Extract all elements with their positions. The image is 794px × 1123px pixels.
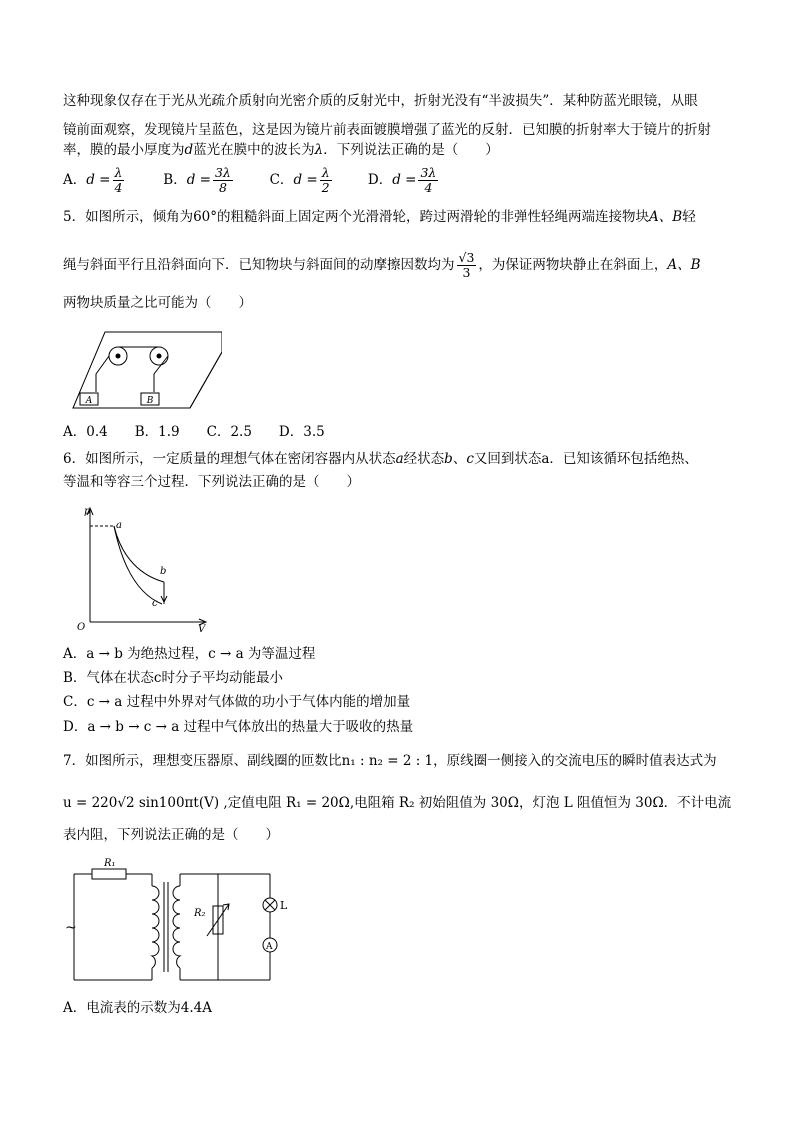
q4-option-a: A．d = $\frac{\lambda}{4}$ <box>63 165 123 195</box>
q5-line-1: 5．如图所示，倾角为60°的粗糙斜面上固定两个光滑滑轮，跨过两滑轮的非弹性轻绳两端连接物块A、B轻 <box>63 209 696 225</box>
q4-line-2: 镜前面观察，发现镜片呈蓝色，这是因为镜片前表面镀膜增强了蓝光的反射．已知膜的折射率大于镜片的折射 <box>63 122 711 138</box>
state-c-label: c <box>152 598 158 609</box>
pv-diagram <box>72 504 212 634</box>
q7-line-3: 表内阻，下列说法正确的是（ ） <box>63 827 279 843</box>
ammeter-label: A <box>266 942 273 952</box>
ac-source-symbol: ~ <box>65 920 77 936</box>
q4-option-c: C．d = $\frac{\lambda}{2}$ <box>269 165 330 195</box>
q6-option-c: C．c → a 过程中外界对气体做的功小于气体内能的增加量 <box>63 694 411 710</box>
q4-option-d: D．d = $\frac{3\lambda}{4}$ <box>367 165 437 195</box>
transformer-circuit <box>64 856 304 988</box>
incline-figure <box>72 326 222 412</box>
origin-label: O <box>77 622 86 633</box>
q6-line-2: 等温和等容三个过程．下列说法正确的是（ ） <box>63 474 360 490</box>
block-a-label: A <box>85 396 93 406</box>
state-a-label: a <box>116 520 122 531</box>
q6-option-d: D．a → b → c → a 过程中气体放出的热量大于吸收的热量 <box>63 719 414 735</box>
q5-line-3: 两物块质量之比可能为（ ） <box>63 295 252 311</box>
axis-v-label: V <box>198 624 206 634</box>
q7-line-1: 7．如图所示，理想变压器原、副线圈的匝数比n₁ : n₂ = 2 : 1，原线圈一侧接入的交流电压的瞬时值表达式为 <box>63 753 717 769</box>
q4-option-b: B．d = $\frac{3\lambda}{8}$ <box>163 165 231 195</box>
q7-line-2: u = 220√2 sin100πt(V) ,定值电阻 R₁ = 20Ω,电阻箱 R₂ 初始阻值为 30Ω，灯泡 L 阻值恒为 30Ω．不计电流 <box>63 795 732 811</box>
q5-options: A．0.4 B．1.9 C．2.5 D．3.5 <box>63 424 325 440</box>
q4-line-1: 这种现象仅存在于光从光疏介质射向光密介质的反射光中，折射光没有“半波损失”．某种防蓝光眼镜，从眼 <box>63 93 698 109</box>
lamp-label: L <box>280 899 288 912</box>
r1-label: R₁ <box>104 858 116 869</box>
q4-options <box>63 166 440 195</box>
r2-label: R₂ <box>194 908 206 919</box>
block-b-label: B <box>146 396 154 406</box>
axis-p-label: p <box>84 506 91 517</box>
state-b-label: b <box>160 566 167 577</box>
q6-option-a: A．a → b 为绝热过程，c → a 为等温过程 <box>63 646 316 662</box>
q6-option-b: B．气体在状态c时分子平均动能最小 <box>63 670 283 686</box>
q7-option-a: A．电流表的示数为4.4A <box>63 1000 212 1016</box>
q6-line-1: 6．如图所示，一定质量的理想气体在密闭容器内从状态a经状态b、c又回到状态a．已知该循环包括绝热、 <box>63 451 698 467</box>
q5-line-2: 绳与斜面平行且沿斜面向下．已知物块与斜面间的动摩擦因数均为 $\frac{√3}{3}$ ，为保证两物块静止在斜面上，A、B <box>63 250 701 280</box>
q4-line-3: 率，膜的最小厚度为d蓝光在膜中的波长为λ．下列说法正确的是（ ） <box>63 142 499 158</box>
